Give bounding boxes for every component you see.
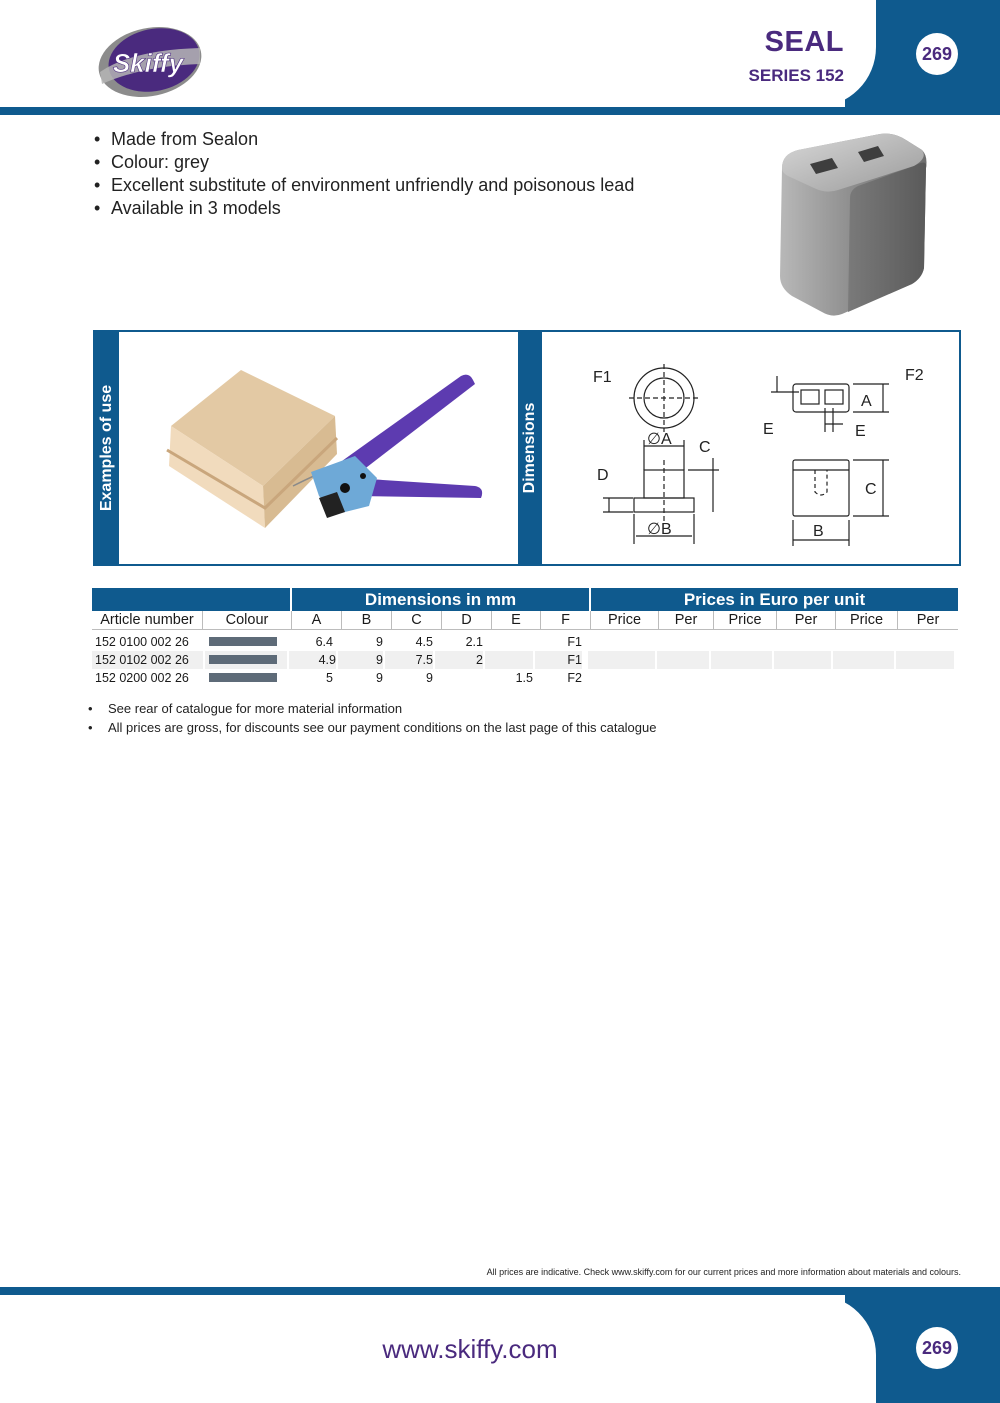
dim-a: 4.9 (289, 651, 336, 669)
dim-f: F1 (535, 651, 582, 669)
feature-item: • Excellent substitute of environment unfriendly and poisonous lead (94, 174, 634, 197)
svg-text:∅A: ∅A (647, 431, 672, 448)
column-header: Per (659, 611, 714, 630)
svg-text:D: D (597, 467, 609, 484)
price-cell (711, 651, 772, 669)
page-title-block (749, 26, 844, 86)
article-table (92, 588, 958, 687)
dim-e (492, 633, 533, 651)
colour-swatch (209, 637, 277, 646)
examples-of-use-label: Examples of use (98, 384, 115, 512)
column-header: C (392, 611, 442, 630)
skiffy-logo (92, 22, 204, 98)
colour-swatch-cell (209, 633, 289, 651)
table-row (92, 669, 958, 687)
column-header: B (342, 611, 392, 630)
column-header: Price (836, 611, 898, 630)
website-link[interactable]: www.skiffy.com (382, 1334, 558, 1364)
column-header: Per (777, 611, 836, 630)
column-header: Article number (92, 611, 203, 630)
dim-c: 9 (426, 671, 433, 685)
prices-group-header: Prices in Euro per unit (591, 588, 958, 611)
seal-product-image (772, 128, 934, 318)
table-column-headers (92, 611, 958, 630)
article-number: 152 0102 002 26 (92, 651, 203, 669)
svg-text:A: A (861, 393, 872, 410)
dim-b: 9 (338, 651, 383, 669)
colour-swatch (209, 655, 277, 664)
table-group-header (92, 588, 958, 611)
note-item: • See rear of catalogue for more material information (88, 699, 656, 718)
page-number-badge: 269 (916, 1327, 958, 1369)
dimensions-label: Dimensions (521, 402, 538, 494)
page-number-badge: 269 (916, 33, 958, 75)
page-title: SEAL (764, 26, 844, 58)
svg-text:F2: F2 (905, 367, 924, 384)
colour-swatch (209, 673, 277, 682)
price-cell (588, 651, 655, 669)
per-cell (657, 651, 709, 669)
svg-text:E: E (855, 423, 866, 440)
price-disclaimer: All prices are indicative. Check www.skiffy.com for our current prices and more information about materials and colours. (486, 1267, 961, 1277)
dim-f: F2 (567, 671, 582, 685)
page-subtitle: SERIES 152 (748, 66, 844, 85)
table-row (92, 633, 958, 651)
svg-text:B: B (813, 523, 824, 540)
header-rule (0, 107, 1000, 115)
svg-text:F1: F1 (593, 369, 612, 386)
dim-c: 7.5 (385, 651, 433, 669)
column-header: Per (898, 611, 958, 630)
dim-e (485, 651, 533, 669)
svg-text:C: C (865, 481, 877, 498)
article-number: 152 0200 002 26 (95, 671, 189, 685)
table-row (92, 651, 958, 669)
notes-list (88, 699, 656, 737)
column-header: D (442, 611, 492, 630)
examples-of-use-bar (95, 332, 119, 564)
per-cell (896, 651, 954, 669)
dimension-drawing (543, 336, 958, 562)
dim-b: 9 (376, 635, 383, 649)
feature-item: • Made from Sealon (94, 128, 634, 151)
column-header: Price (714, 611, 777, 630)
dim-d: 2 (435, 651, 483, 669)
note-item: • All prices are gross, for discounts see our payment conditions on the last page of this catalogue (88, 718, 656, 737)
usage-illustration (123, 336, 513, 562)
svg-text:Skiffy: Skiffy (112, 48, 184, 78)
dim-f: F1 (567, 635, 582, 649)
dim-e: 1.5 (515, 671, 533, 685)
dim-a: 5 (326, 671, 333, 685)
column-header: Colour (203, 611, 292, 630)
dim-a: 6.4 (315, 635, 333, 649)
column-header: Price (591, 611, 659, 630)
svg-text:E: E (763, 421, 774, 438)
dim-c: 4.5 (415, 635, 433, 649)
colour-swatch-cell (205, 651, 287, 669)
dimensions-group-header: Dimensions in mm (292, 588, 589, 611)
feature-list (94, 128, 634, 220)
svg-text:∅B: ∅B (647, 521, 672, 538)
colour-swatch-cell (209, 669, 289, 687)
feature-item: • Colour: grey (94, 151, 634, 174)
dim-b: 9 (376, 671, 383, 685)
dim-d: 2.1 (465, 635, 483, 649)
use-and-dimensions-panel (93, 330, 961, 566)
footer-rule (0, 1287, 1000, 1295)
svg-text:C: C (699, 439, 711, 456)
price-cell (833, 651, 894, 669)
column-header: F (541, 611, 591, 630)
column-header: A (292, 611, 342, 630)
dimensions-bar (518, 332, 542, 564)
per-cell (774, 651, 831, 669)
feature-item: • Available in 3 models (94, 197, 634, 220)
column-header: E (492, 611, 541, 630)
dim-d (442, 669, 483, 687)
article-number: 152 0100 002 26 (95, 635, 189, 649)
